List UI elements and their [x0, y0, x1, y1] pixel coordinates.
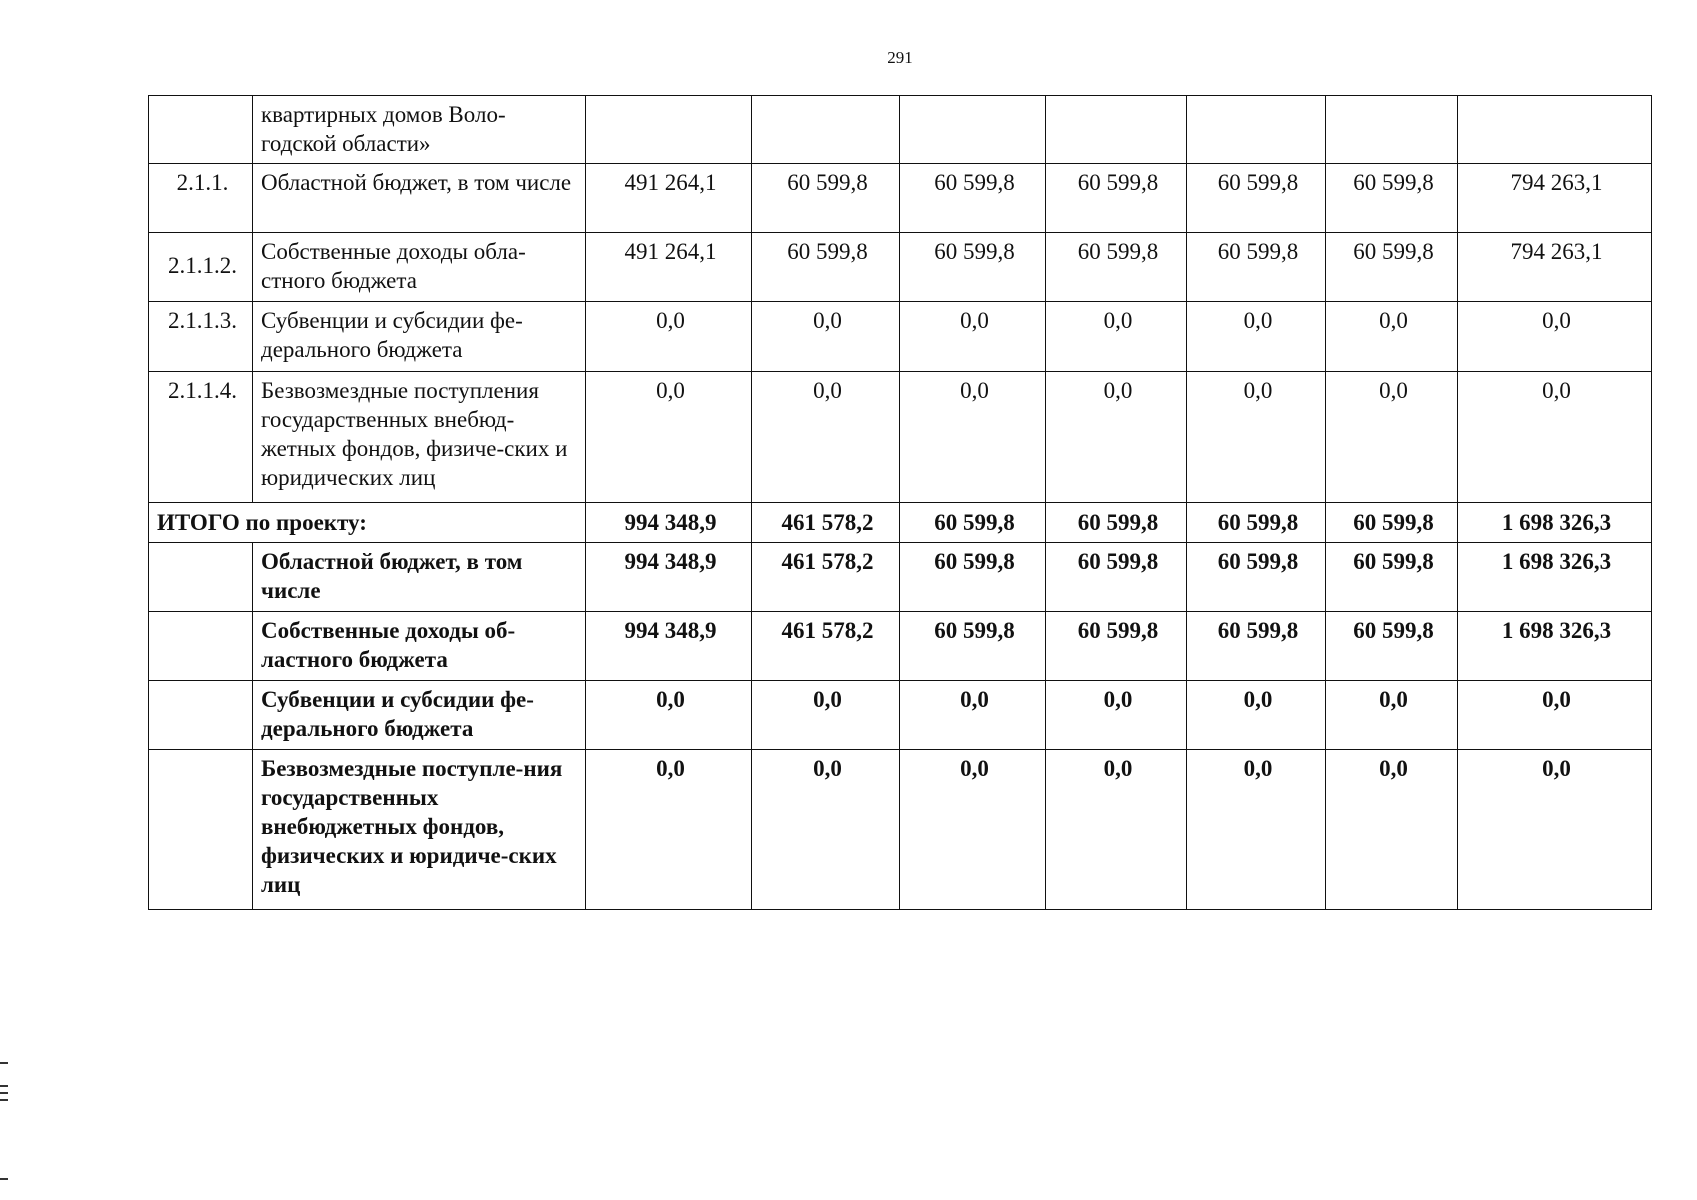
cell-value: 60 599,8 [1326, 164, 1458, 233]
cell-value: 461 578,2 [752, 543, 900, 612]
cell-value: 60 599,8 [900, 233, 1046, 302]
cell-value: 0,0 [1187, 302, 1326, 372]
table-row [149, 96, 1652, 164]
table-row [149, 372, 1652, 503]
cell-value: 60 599,8 [900, 543, 1046, 612]
cell-value [1046, 96, 1187, 164]
cell-value: 0,0 [586, 302, 752, 372]
cell-value: 0,0 [1046, 372, 1187, 503]
cell-value [900, 96, 1046, 164]
total-row [149, 503, 1652, 543]
margin-mark [0, 1085, 8, 1087]
total-value: 60 599,8 [1046, 503, 1187, 543]
margin-mark [0, 1099, 8, 1101]
row-description: Областной бюджет, в том числе [253, 543, 586, 612]
row-description: Областной бюджет, в том числе [253, 164, 586, 233]
row-description: квартирных домов Воло-годской области» [253, 96, 586, 164]
cell-value: 0,0 [1326, 750, 1458, 910]
cell-value: 60 599,8 [900, 612, 1046, 681]
table-row [149, 681, 1652, 750]
row-description: Собственные доходы об-ластного бюджета [253, 612, 586, 681]
total-value: 1 698 326,3 [1458, 503, 1652, 543]
row-description: Субвенции и субсидии фе-дерального бюджета [253, 302, 586, 372]
total-value: 60 599,8 [1187, 503, 1326, 543]
cell-value: 1 698 326,3 [1458, 612, 1652, 681]
cell-value: 794 263,1 [1458, 164, 1652, 233]
cell-value: 0,0 [752, 681, 900, 750]
total-label: ИТОГО по проекту: [149, 503, 586, 543]
cell-value: 0,0 [1326, 372, 1458, 503]
cell-value: 0,0 [1326, 681, 1458, 750]
cell-value: 0,0 [586, 750, 752, 910]
cell-value: 0,0 [900, 681, 1046, 750]
total-value: 994 348,9 [586, 503, 752, 543]
budget-table [148, 95, 1652, 910]
cell-value: 0,0 [1046, 302, 1187, 372]
cell-value: 0,0 [900, 750, 1046, 910]
table-row [149, 750, 1652, 910]
cell-value: 60 599,8 [1187, 612, 1326, 681]
cell-value: 60 599,8 [1046, 233, 1187, 302]
row-code [149, 543, 253, 612]
cell-value: 0,0 [586, 681, 752, 750]
cell-value: 60 599,8 [1187, 233, 1326, 302]
cell-value: 0,0 [1458, 750, 1652, 910]
cell-value: 0,0 [1458, 302, 1652, 372]
cell-value: 794 263,1 [1458, 233, 1652, 302]
cell-value: 994 348,9 [586, 612, 752, 681]
cell-value: 60 599,8 [1046, 543, 1187, 612]
cell-value: 0,0 [1326, 302, 1458, 372]
cell-value: 0,0 [900, 302, 1046, 372]
table-row [149, 233, 1652, 302]
cell-value [1458, 96, 1652, 164]
cell-value: 60 599,8 [1326, 233, 1458, 302]
cell-value: 0,0 [900, 372, 1046, 503]
cell-value: 461 578,2 [752, 612, 900, 681]
cell-value: 0,0 [752, 750, 900, 910]
row-code [149, 612, 253, 681]
total-value: 60 599,8 [900, 503, 1046, 543]
cell-value: 60 599,8 [1326, 543, 1458, 612]
row-description: Безвозмездные поступления государственных внебюд-жетных фондов, физиче-ских и юридических лиц [253, 372, 586, 503]
cell-value: 0,0 [1046, 750, 1187, 910]
table-row [149, 164, 1652, 233]
cell-value [752, 96, 900, 164]
margin-mark [0, 1178, 8, 1180]
cell-value: 60 599,8 [1326, 612, 1458, 681]
table-row [149, 302, 1652, 372]
cell-value: 0,0 [586, 372, 752, 503]
row-description: Безвозмездные поступле-ния государственных внебюджетных фондов, физических и юридиче-ских лиц [253, 750, 586, 910]
table-row [149, 543, 1652, 612]
row-code [149, 750, 253, 910]
row-code [149, 681, 253, 750]
cell-value: 60 599,8 [1046, 612, 1187, 681]
margin-mark [0, 1062, 8, 1064]
row-code: 2.1.1.2. [149, 233, 253, 302]
cell-value: 60 599,8 [1187, 164, 1326, 233]
cell-value: 0,0 [1458, 681, 1652, 750]
cell-value: 60 599,8 [1187, 543, 1326, 612]
row-code: 2.1.1.3. [149, 302, 253, 372]
cell-value: 994 348,9 [586, 543, 752, 612]
table-row [149, 612, 1652, 681]
cell-value: 491 264,1 [586, 233, 752, 302]
row-code [149, 96, 253, 164]
cell-value: 0,0 [752, 372, 900, 503]
cell-value: 60 599,8 [900, 164, 1046, 233]
cell-value: 60 599,8 [752, 233, 900, 302]
cell-value: 491 264,1 [586, 164, 752, 233]
cell-value: 0,0 [1187, 750, 1326, 910]
cell-value [1187, 96, 1326, 164]
cell-value: 0,0 [1458, 372, 1652, 503]
row-description: Собственные доходы обла-стного бюджета [253, 233, 586, 302]
page-number: 291 [887, 48, 913, 67]
row-code: 2.1.1. [149, 164, 253, 233]
cell-value: 1 698 326,3 [1458, 543, 1652, 612]
margin-mark [0, 1092, 8, 1094]
cell-value: 0,0 [1046, 681, 1187, 750]
cell-value [1326, 96, 1458, 164]
cell-value: 0,0 [752, 302, 900, 372]
cell-value: 60 599,8 [1046, 164, 1187, 233]
cell-value: 0,0 [1187, 372, 1326, 503]
cell-value [586, 96, 752, 164]
cell-value: 0,0 [1187, 681, 1326, 750]
cell-value: 60 599,8 [752, 164, 900, 233]
total-value: 461 578,2 [752, 503, 900, 543]
row-description: Субвенции и субсидии фе-дерального бюджета [253, 681, 586, 750]
row-code: 2.1.1.4. [149, 372, 253, 503]
total-value: 60 599,8 [1326, 503, 1458, 543]
